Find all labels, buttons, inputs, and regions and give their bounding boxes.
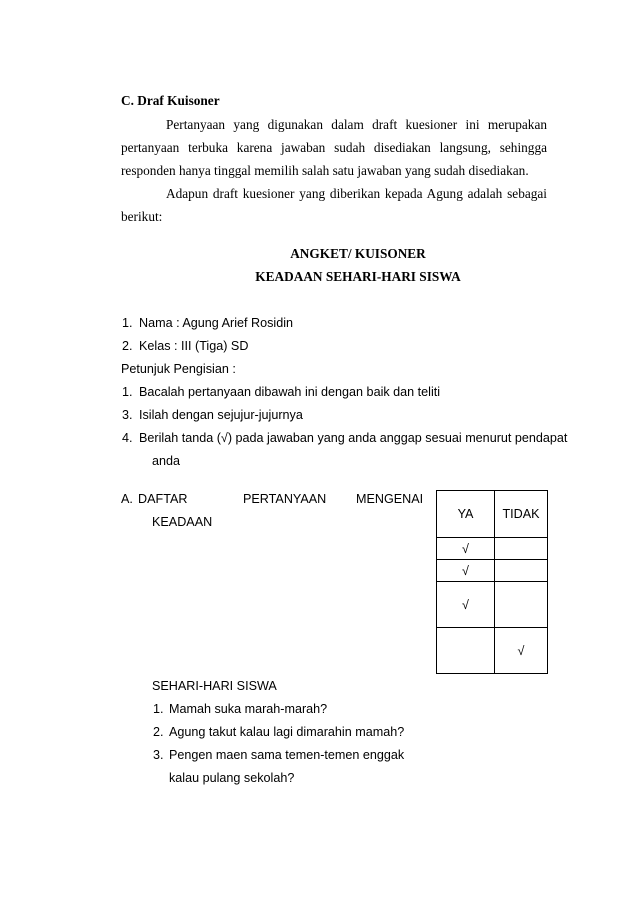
column-header-ya: YA xyxy=(437,491,495,538)
section-a-heading-word: MENGENAI xyxy=(356,492,424,506)
section-a-heading-line: SEHARI-HARI SISWA xyxy=(152,679,277,693)
questionnaire-title: ANGKET/ KUISONER xyxy=(290,246,426,261)
question-text-continuation: kalau pulang sekolah? xyxy=(169,771,295,785)
instruction-item: Berilah tanda (√) pada jawaban yang anda anggap sesuai menurut pendapat xyxy=(139,431,568,445)
instructions-heading: Petunjuk Pengisian : xyxy=(121,362,236,376)
answer-cell-tidak[interactable] xyxy=(495,560,548,582)
answer-cell-ya[interactable] xyxy=(437,628,495,674)
questionnaire-subtitle: KEADAAN SEHARI-HARI SISWA xyxy=(255,269,461,284)
question-text: Agung takut kalau lagi dimarahin mamah? xyxy=(169,725,405,739)
section-a-heading-line: KEADAAN xyxy=(152,515,213,529)
column-header-tidak: TIDAK xyxy=(495,491,548,538)
intro-paragraph-line: responden hanya tinggal memilih salah satu jawaban yang sudah disediakan. xyxy=(121,163,529,178)
instruction-item: Isilah dengan sejujur-jujurnya xyxy=(139,408,303,422)
identity-number: 1. xyxy=(122,316,133,330)
identity-class: Kelas : III (Tiga) SD xyxy=(139,339,249,353)
answer-cell-tidak[interactable] xyxy=(495,582,548,628)
intro-paragraph-line: pertanyaan terbuka karena jawaban sudah disediakan langsung, sehingga xyxy=(121,140,547,155)
identity-number: 2. xyxy=(122,339,133,353)
second-paragraph-line: berikut: xyxy=(121,209,163,224)
answer-cell-tidak[interactable] xyxy=(495,538,548,560)
question-number: 2. xyxy=(153,725,164,739)
second-paragraph-line: Adapun draft kuesioner yang diberikan kepada Agung adalah sebagai xyxy=(166,186,547,201)
answer-cell-ya[interactable]: √ xyxy=(437,538,495,560)
instruction-number: 4. xyxy=(122,431,133,445)
answer-cell-ya[interactable]: √ xyxy=(437,560,495,582)
question-text: Mamah suka marah-marah? xyxy=(169,702,328,716)
section-a-letter: A. xyxy=(121,492,133,506)
answer-cell-tidak[interactable]: √ xyxy=(495,628,548,674)
instruction-item-continuation: anda xyxy=(152,454,181,468)
section-a-heading-word: DAFTAR xyxy=(138,492,188,506)
section-heading: C. Draf Kuisoner xyxy=(121,93,220,108)
question-text: Pengen maen sama temen-temen enggak xyxy=(169,748,405,762)
intro-paragraph-line: Pertanyaan yang digunakan dalam draft kuesioner ini merupakan xyxy=(166,117,547,132)
identity-name: Nama : Agung Arief Rosidin xyxy=(139,316,294,330)
instruction-item: Bacalah pertanyaan dibawah ini dengan baik dan teliti xyxy=(139,385,441,399)
answer-table xyxy=(436,490,548,674)
question-number: 3. xyxy=(153,748,164,762)
section-a-heading-word: PERTANYAAN xyxy=(243,492,327,506)
question-number: 1. xyxy=(153,702,164,716)
answer-cell-ya[interactable]: √ xyxy=(437,582,495,628)
instruction-number: 1. xyxy=(122,385,133,399)
instruction-number: 3. xyxy=(122,408,133,422)
